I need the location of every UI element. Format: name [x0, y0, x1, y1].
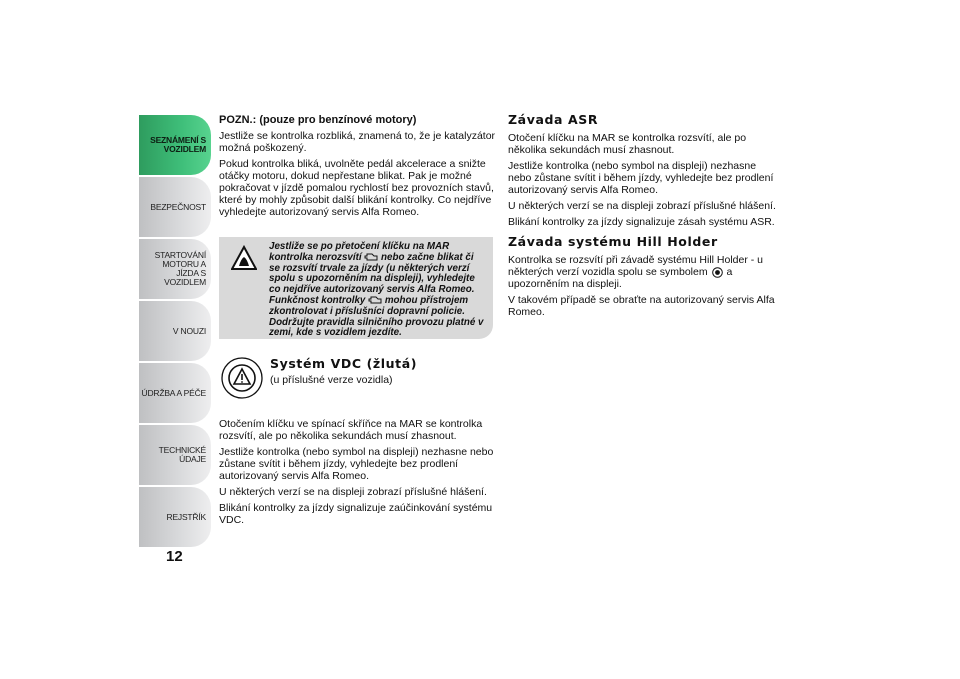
tab-seznameni-s-vozidlem[interactable] — [139, 115, 211, 175]
hill-text: Kontrolka se rozsvítí při závadě systému Hill Holder - u některých verzí vozidla spolu se symbolem — [508, 254, 764, 278]
hill-holder-symbol-icon — [711, 267, 724, 278]
vdc-body — [219, 418, 497, 530]
engine-icon — [364, 253, 378, 261]
asr-title: Závada ASR — [508, 112, 599, 127]
tab-label: V NOUZI — [172, 325, 206, 336]
tab-udrzba-a-pece[interactable] — [139, 363, 211, 423]
paragraph: Jestliže kontrolka (nebo symbol na displeji) nezhasne nebo zůstane svítit i během jízdy, vyhledejte bez prodlení autorizovaný servis Alfa Romeo. — [508, 160, 774, 196]
tab-technicke-udaje[interactable] — [139, 425, 211, 485]
warning-box — [219, 237, 493, 339]
page-number: 12 — [166, 548, 183, 565]
tab-label: SEZNÁMENÍ S VOZIDLEM — [150, 135, 206, 154]
vdc-subtitle: (u příslušné verze vozidla) — [270, 374, 393, 386]
paragraph: Blikání kontrolky za jízdy signalizuje zásah systému ASR. — [508, 216, 775, 228]
warning-text: mohou přístrojem zkontrolovat i příslušníci dopravní policie. Dodržujte pravidla silničního provozu platné v zemi, kde s vozidlem jezdíte. — [269, 294, 484, 339]
engine-icon — [368, 296, 382, 304]
tab-startovani[interactable] — [139, 239, 211, 299]
paragraph: U některých verzí se na displeji zobrazí příslušné hlášení. — [219, 486, 487, 498]
hill-text: a upozorněním na displeji. — [508, 266, 733, 290]
paragraph: Pokud kontrolka bliká, uvolněte pedál akcelerace a snižte otáčky motoru, dokud nepřestane blikat. Pak je možné pokračovat v jízdě pomalou rychlostí bez provozních stavů, které by mohly způsobit další blikání kontrolky. Co nejdříve vyhledejte autorizovaný servis Alfa Romeo. — [219, 158, 494, 218]
paragraph: Otočení klíčku na MAR se kontrolka rozsvítí, ale po několika sekundách musí zhasnout. — [508, 132, 747, 156]
hill-holder-title: Závada systému Hill Holder — [508, 234, 718, 249]
paragraph: V takovém případě se obraťte na autorizovaný servis Alfa Romeo. — [508, 294, 775, 318]
warning-text: Jestliže se po přetočení klíčku na MAR kontrolka nerozsvítí — [269, 241, 450, 263]
left-column — [219, 114, 497, 222]
paragraph: U některých verzí se na displeji zobrazí příslušné hlášení. — [508, 200, 776, 212]
tab-label: REJSTŘÍK — [166, 511, 206, 522]
tab-label: TECHNICKÉ ÚDAJE — [158, 445, 206, 464]
vdc-header — [270, 356, 490, 386]
tab-label: STARTOVÁNÍ MOTORU A JÍZDA S VOZIDLEM — [154, 250, 206, 287]
vdc-warning-icon — [220, 356, 264, 400]
warning-text: nebo začne blikat či se rozsvítí trvale za jízdy (u některých verzí spolu s upozorněním na displeji), vyhledejte co nejdříve autorizovaný servis Alfa Romeo. Funkčnost kontrolky — [269, 251, 475, 306]
paragraph: Jestliže kontrolka (nebo symbol na displeji) nezhasne nebo zůstane svítit i během jízdy, vyhledejte bez prodlení autorizovaný servis Alfa Romeo. — [219, 446, 494, 482]
tab-bezpecnost[interactable] — [139, 177, 211, 237]
right-column — [508, 114, 778, 322]
tab-label: ÚDRŽBA A PÉČE — [141, 387, 206, 398]
warning-triangle-hand-icon — [231, 245, 257, 271]
paragraph: Jestliže se kontrolka rozbliká, znamená to, že je katalyzátor možná poškozený. — [219, 130, 496, 154]
paragraph — [508, 254, 778, 290]
tab-rejstrik[interactable] — [139, 487, 211, 547]
chapter-sidebar — [139, 115, 211, 549]
note-title: POZN.: (pouze pro benzínové motory) — [219, 114, 417, 126]
paragraph: Blikání kontrolky za jízdy signalizuje zaúčinkování systému VDC. — [219, 502, 493, 526]
vdc-title: Systém VDC (žlutá) — [270, 356, 418, 371]
tab-v-nouzi[interactable] — [139, 301, 211, 361]
tab-label: BEZPEČNOST — [150, 201, 206, 212]
paragraph: Otočením klíčku ve spínací skříňce na MAR se kontrolka rozsvítí, ale po několika sekundách musí zhasnout. — [219, 418, 483, 442]
